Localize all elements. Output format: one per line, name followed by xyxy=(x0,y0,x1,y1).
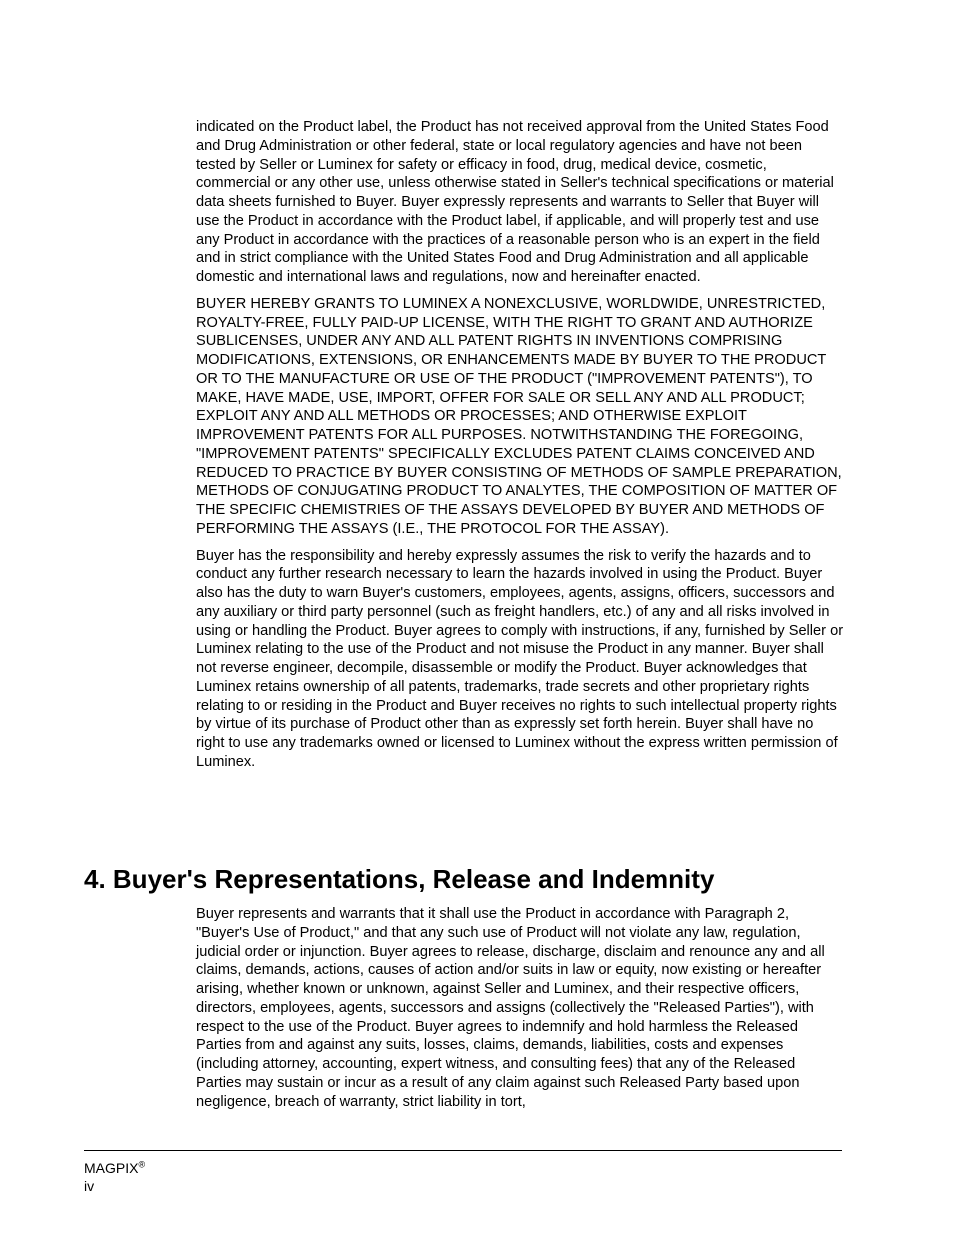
paragraph-license-grant: BUYER HEREBY GRANTS TO LUMINEX A NONEXCLUSIVE, WORLDWIDE, UNRESTRICTED, ROYALTY-FREE, FULLY PAID-UP LICENSE, WITH THE RIGHT TO GRANT AND AUTHORIZE SUBLICENSES, UNDER ANY AND ALL PATENT RIGHTS IN INVENTIONS COMPRISING MODIFICATIONS, EXTENSIONS, OR ENHANCEMENTS MADE BY BUYER TO THE PRODUCT OR TO THE MANUFACTURE OR USE OF THE PRODUCT ("IMPROVEMENT PATENTS"), TO MAKE, HAVE MADE, USE, IMPORT, OFFER FOR SALE OR SELL ANY AND ALL PRODUCT; EXPLOIT ANY AND ALL METHODS OR PROCESSES; AND OTHERWISE EXPLOIT IMPROVEMENT PATENTS FOR ALL PURPOSES. NOTWITHSTANDING THE FOREGOING, "IMPROVEMENT PATENTS" SPECIFICALLY EXCLUDES PATENT CLAIMS CONCEIVED AND REDUCED TO PRACTICE BY BUYER CONSISTING OF METHODS OF SAMPLE PREPARATION, METHODS OF CONJUGATING PRODUCT TO ANALYTES, THE COMPOSITION OF MATTER OF THE SPECIFIC CHEMISTRIES OF THE ASSAYS DEVELOPED BY BUYER AND METHODS OF PERFORMING THE ASSAYS (I.E., THE PROTOCOL FOR THE ASSAY). xyxy=(196,295,842,537)
paragraph-buyer-responsibility: Buyer has the responsibility and hereby expressly assumes the risk to verify the hazards and to conduct any further research necessary to learn the hazards involved in using the Product. Buyer also has the duty to warn Buyer's customers, employees, agents, assigns, officers, successors and any auxiliary or third party personnel (such as freight handlers, etc.) of any and all risks involved in using or handling the Product. Buyer agrees to comply with instructions, if any, furnished by Seller or Luminex relating to the use of the Product and not misuse the Product in any manner. Buyer shall not reverse engineer, decompile, disassemble or modify the Product. Buyer acknowledges that Luminex retains ownership of all patents, trademarks, trade secrets and other proprietary rights relating to or residing in the Product and Buyer receives no rights to such intellectual property rights by virtue of its purchase of Product other than as expressly set forth herein. Buyer shall have no right to use any trademarks owned or licensed to Luminex without the express written permission of Luminex. xyxy=(196,547,844,770)
footer-divider xyxy=(84,1150,842,1151)
paragraph-representations: Buyer represents and warrants that it shall use the Product in accordance with Paragraph 2, "Buyer's Use of Product," and that any such use of Product will not violate any law, regulation, judicial order or injunction. Buyer agrees to release, discharge, disclaim and renounce any and all claims, demands, actions, causes of action and/or suits in law or equity, now existing or hereafter arising, whether known or unknown, against Seller and Luminex, and their respective officers, directors, employees, agents, successors and assigns (collectively the "Released Parties"), with respect to the use of the Product. Buyer agrees to indemnify and hold harmless the Released Parties from and against any suits, losses, claims, demands, liabilities, costs and expenses (including attorney, accounting, expert witness, and consulting fees) that any of the Released Parties may sustain or incur as a result of any claim against such Released Party based upon negligence, breach of warranty, strict liability in tort, xyxy=(196,906,825,1110)
page-footer xyxy=(84,1159,145,1195)
registered-trademark-mark: ® xyxy=(138,1159,146,1170)
body-text-column xyxy=(196,118,844,780)
paragraph-product-label: indicated on the Product label, the Product has not received approval from the United States Food and Drug Administration or other federal, state or local regulatory agencies and have not been tested by Seller or Luminex for safety or efficacy in food, drug, medical device, cosmetic, commercial or any other use, unless otherwise stated in Seller's technical specifications or material data sheets furnished to Buyer. Buyer expressly represents and warrants to Seller that Buyer will use the Product in accordance with the Product label, if applicable, and will properly test and use any Product in accordance with the practices of a reasonable person who is an expert in the field and in strict compliance with the United States Food and Drug Administration and all applicable domestic and international laws and regulations, now and hereinafter enacted. xyxy=(196,119,834,285)
section-heading: 4. Buyer's Representations, Release and Indemnity xyxy=(84,864,715,894)
section-body xyxy=(196,905,844,1119)
footer-product-label: MAGPIX xyxy=(84,1160,139,1176)
footer-product-name xyxy=(84,1159,145,1177)
page-number: iv xyxy=(84,1178,95,1194)
